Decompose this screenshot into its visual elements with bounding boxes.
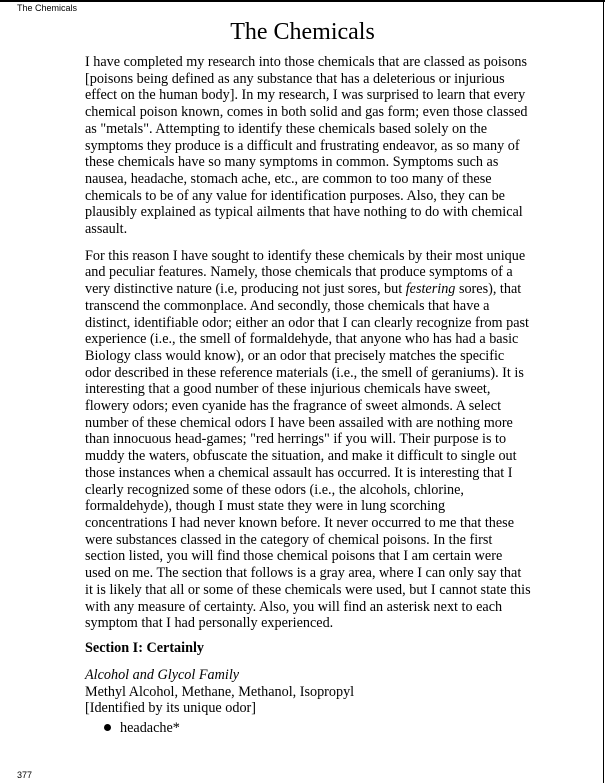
running-header: The Chemicals (17, 3, 78, 13)
family-note: [Identified by its unique odor] (85, 700, 256, 717)
paragraph-2 (85, 248, 585, 632)
text-line: number of these chemical odors I have been assailed with are nothing more (85, 414, 513, 431)
text-line: chemical poison known, comes in both solid and gas form; even those classed (85, 104, 528, 121)
text-line: odor described in these reference materials (i.e., the smell of geraniums). It is (85, 364, 524, 381)
text-line: with any measure of certainty. Also, you will find an asterisk next to each (85, 598, 503, 615)
family-members: Methyl Alcohol, Methane, Methanol, Isopropyl (85, 683, 355, 700)
text-line: symptom that I had personally experienced. (85, 615, 334, 632)
section-heading: Section I: Certainly (85, 640, 205, 656)
top-rule (0, 0, 605, 2)
text-line: experience (i.e., the smell of formaldehyde, that anyone who has had a basic (85, 331, 519, 348)
paragraph-1 (85, 54, 585, 238)
text-line: [poisons being defined as any substance that has a deleterious or injurious (85, 70, 505, 87)
text-line: nausea, headache, stomach ache, etc., are common to too many of these (85, 170, 492, 187)
text-line: than innocuous head-games; "red herrings" if you will. Their purpose is to (85, 431, 507, 448)
text-line: For this reason I have sought to identify these chemicals by their most unique (85, 247, 526, 264)
family-name: Alcohol and Glycol Family (85, 667, 240, 683)
text-line: distinct, identifiable odor; either an odor that I can clearly recognize from past (85, 314, 529, 331)
text-line: formaldehyde), though I must state they were in lung scorching (85, 498, 446, 515)
text-line: clearly recognized some of these odors (i.e., the alcohols, chlorine, (85, 481, 464, 498)
body-text (85, 54, 585, 642)
text-line: effect on the human body]. In my research, I was surprised to learn that every (85, 87, 526, 104)
text-line: transcend the commonplace. And secondly, those chemicals that have a (85, 297, 490, 314)
text-line: and peculiar features. Namely, those chemicals that produce symptoms of a (85, 264, 513, 281)
text-line: these chemicals have so many symptoms in common. Symptoms such as (85, 154, 499, 171)
symptom-text: headache* (120, 720, 180, 736)
text-line: used on me. The section that follows is a gray area, where I can only say that (85, 565, 522, 582)
chemical-family (85, 667, 354, 717)
symptom-list-item (104, 720, 180, 737)
text-line: concentrations I had never known before. It never occurred to me that these (85, 514, 514, 531)
text-line: as "metals". Attempting to identify these chemicals based solely on the (85, 120, 488, 137)
text-line: I have completed my research into those chemicals that are classed as poisons (85, 54, 528, 70)
bullet-icon (104, 724, 111, 731)
text-line: flowery odors; even cyanide has the fragrance of sweet almonds. A select (85, 398, 502, 415)
text-line: chemicals to be of any value for identification purposes. Also, they can be (85, 187, 505, 204)
text-line: symptoms they produce is a difficult and frustrating endeavor, as so many of (85, 137, 520, 154)
right-rule (603, 0, 604, 783)
text-line: assault. (85, 221, 128, 238)
text-line: interesting that a good number of these injurious chemicals have sweet, (85, 381, 491, 398)
text-line: very distinctive nature (i.e, producing not just sores, but festering sores), that (85, 281, 522, 298)
text-line: it is likely that all or some of these chemicals were used, but I cannot state this (85, 581, 531, 598)
page-title: The Chemicals (230, 19, 375, 45)
text-line: were substances classed in the category of chemical poisons. In the first (85, 531, 493, 548)
text-line: section listed, you will find those chemical poisons that I am certain were (85, 548, 503, 565)
text-line: plausibly explained as typical ailments that have nothing to do with chemical (85, 204, 523, 221)
text-line: Biology class would know), or an odor that precisely matches the specific (85, 347, 505, 364)
text-line: muddy the waters, obfuscate the situation, and make it difficult to single out (85, 448, 517, 465)
text-line: those instances when a chemical assault has occurred. It is interesting that I (85, 464, 513, 481)
page-number: 377 (17, 770, 33, 780)
